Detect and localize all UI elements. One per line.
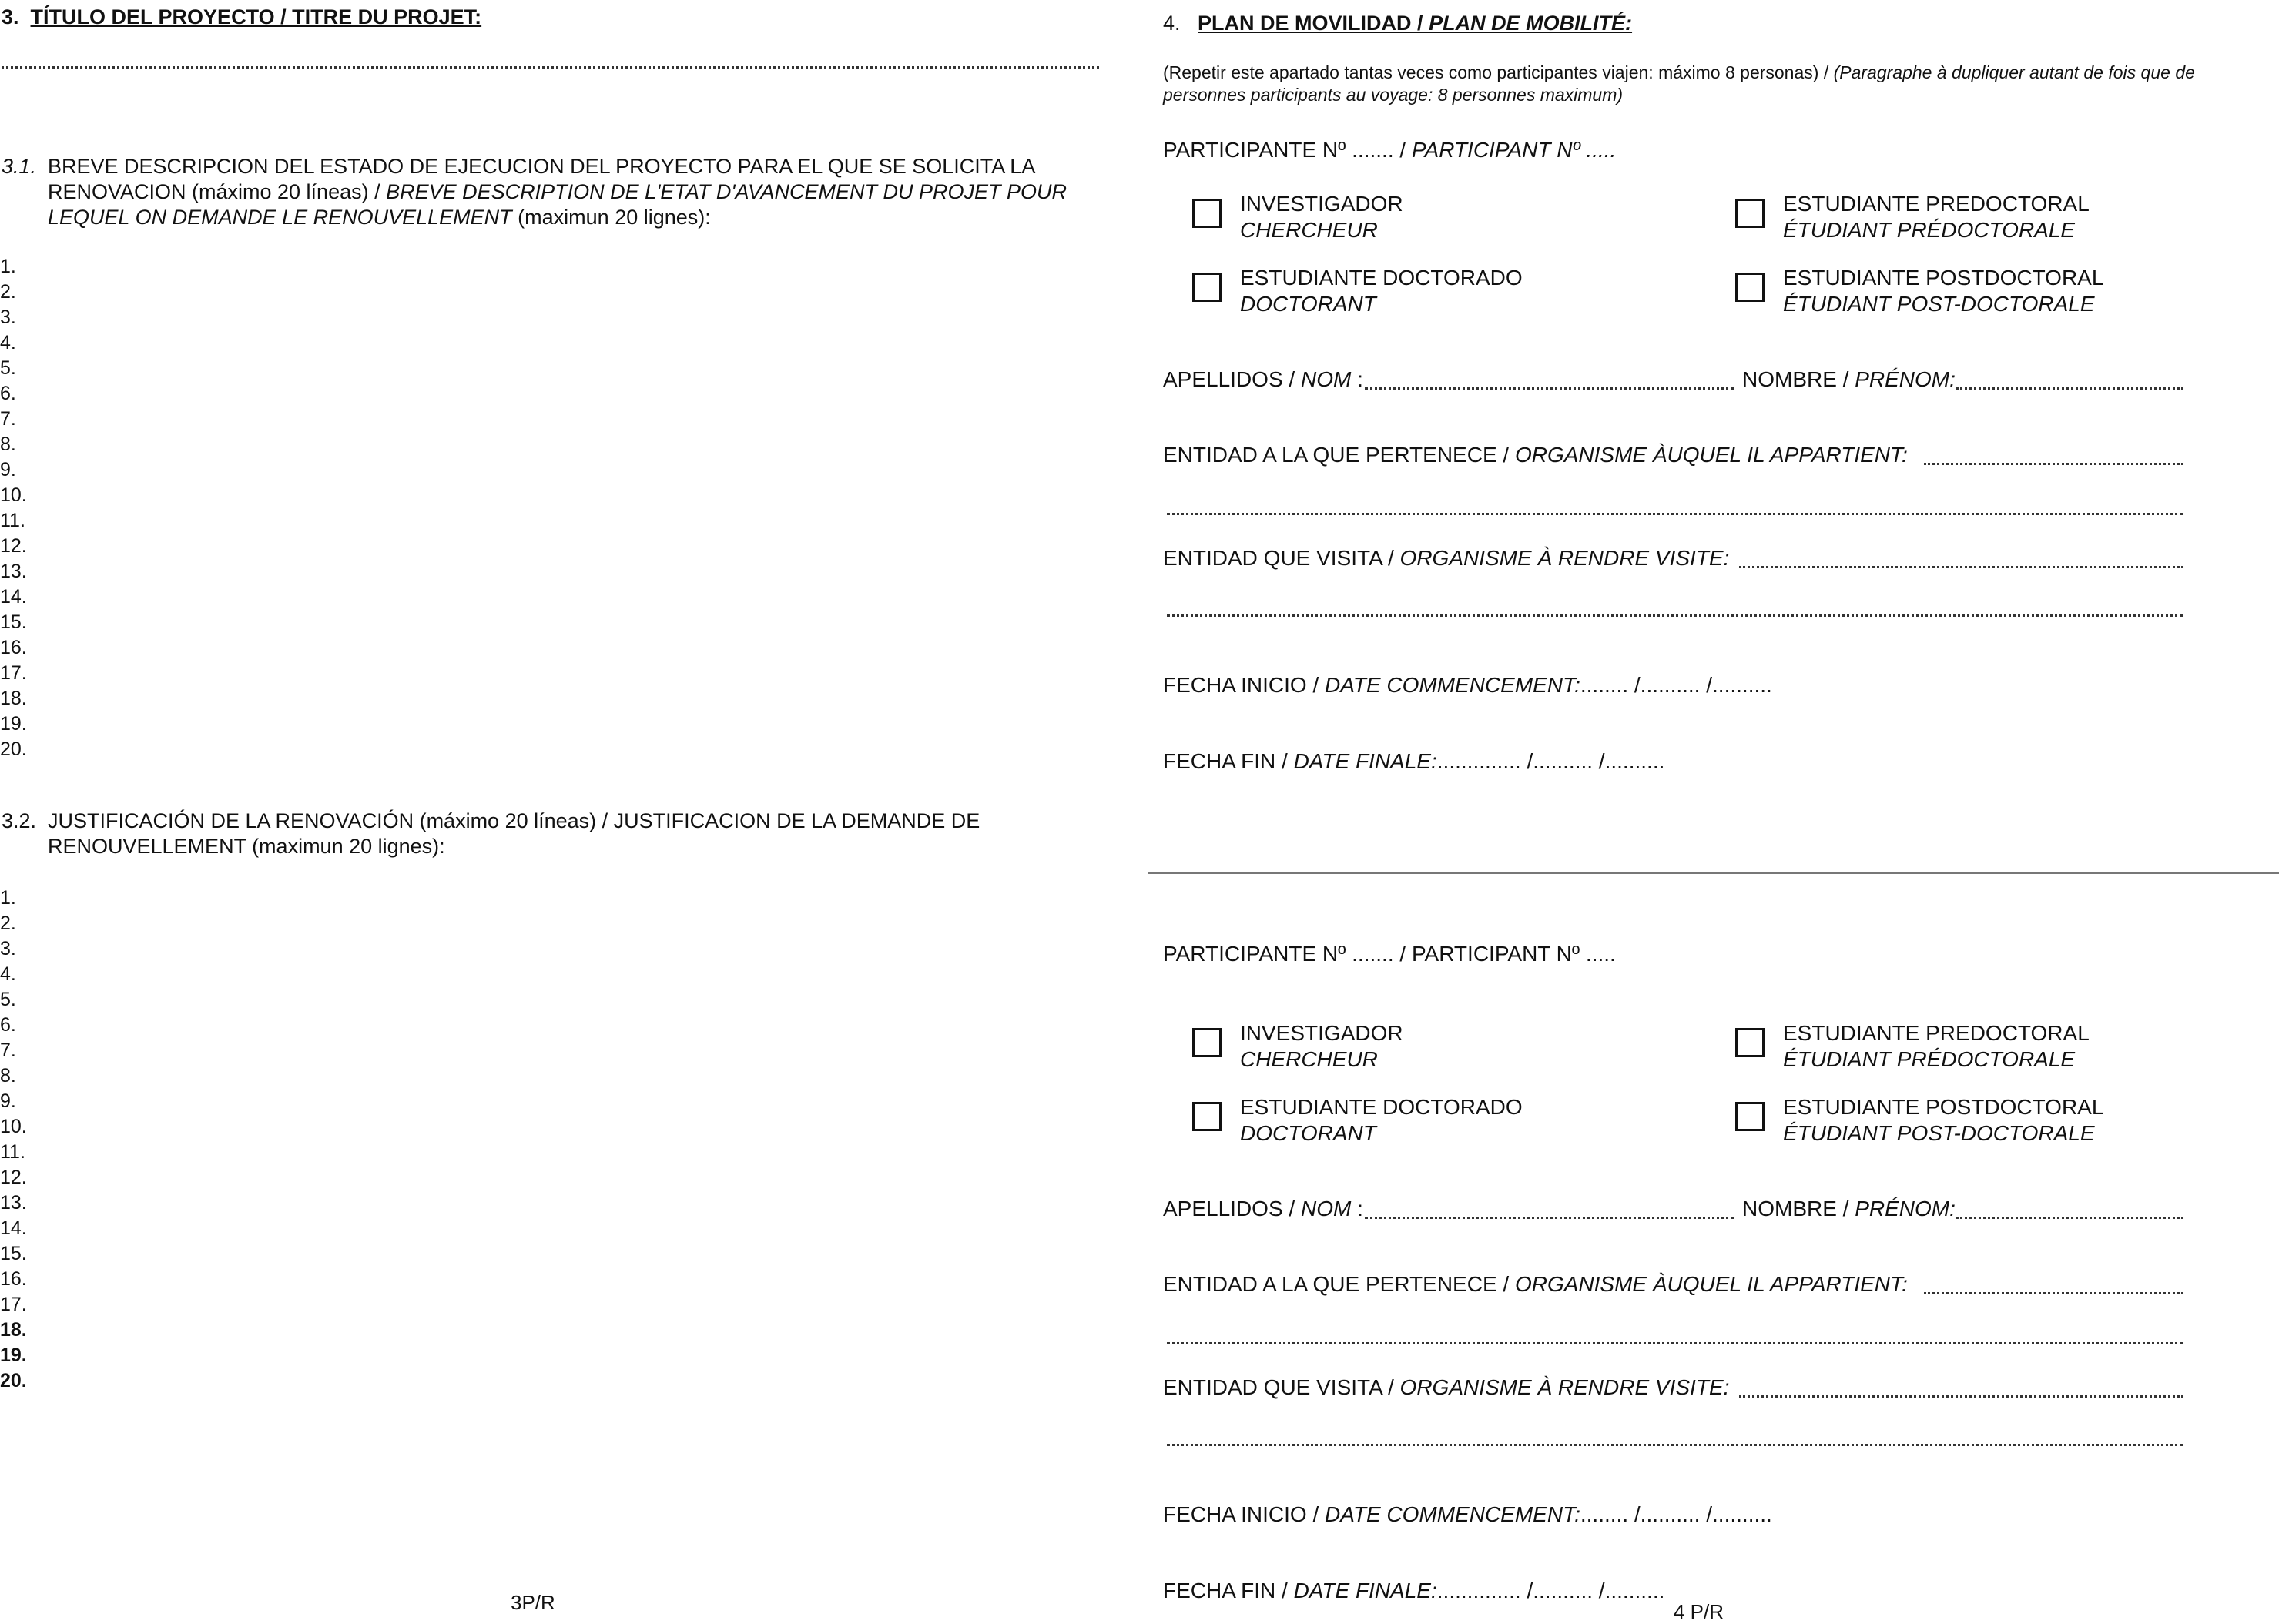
visita-label: ENTIDAD QUE VISITA / ORGANISME À RENDRE VISITE: bbox=[1163, 1375, 1730, 1399]
section-4-number: 4. bbox=[1163, 12, 1181, 35]
entidad-field-continued[interactable] bbox=[1167, 1342, 2183, 1344]
checkbox-predoctoral[interactable] bbox=[1735, 199, 1765, 228]
line-number: 13. bbox=[0, 1192, 27, 1214]
visita-field-continued[interactable] bbox=[1167, 1444, 2183, 1446]
option-investigador: INVESTIGADOR CHERCHEUR bbox=[1240, 1021, 1403, 1071]
checkbox-investigador[interactable] bbox=[1192, 1028, 1222, 1057]
line-number: 2. bbox=[0, 912, 16, 934]
option-postdoctoral: ESTUDIANTE POSTDOCTORAL ÉTUDIANT POST-DOCTORALE bbox=[1783, 266, 2104, 316]
option-postdoctoral: ESTUDIANTE POSTDOCTORAL ÉTUDIANT POST-DOCTORALE bbox=[1783, 1095, 2104, 1145]
line-number: 12. bbox=[0, 535, 27, 557]
line-number: 4. bbox=[0, 963, 16, 985]
nombre-label: NOMBRE / PRÉNOM: bbox=[1742, 1197, 1956, 1221]
line-number: 7. bbox=[0, 1040, 16, 1061]
line-number: 5. bbox=[0, 989, 16, 1010]
line-number: 6. bbox=[0, 383, 16, 404]
line-number: 10. bbox=[0, 484, 27, 506]
fecha-inicio-label: FECHA INICIO / DATE COMMENCEMENT:........ /.......... /.......... bbox=[1163, 1502, 1772, 1526]
line-number: 12. bbox=[0, 1167, 27, 1188]
nombre-field[interactable] bbox=[1956, 387, 2183, 390]
apellidos-field[interactable] bbox=[1365, 1217, 1734, 1219]
section-3-1-line1: BREVE DESCRIPCION DEL ESTADO DE EJECUCION DEL PROYECTO PARA EL QUE SE SOLICITA LA bbox=[48, 155, 1036, 178]
fecha-fin-label: FECHA FIN / DATE FINALE:.............. /.......... /.......... bbox=[1163, 1579, 1665, 1602]
entidad-label: ENTIDAD A LA QUE PERTENECE / ORGANISME ÀUQUEL IL APPARTIENT: bbox=[1163, 443, 1908, 467]
fecha-fin-label: FECHA FIN / DATE FINALE:.............. /.......... /.......... bbox=[1163, 749, 1665, 773]
line-number: 15. bbox=[0, 611, 27, 633]
line-number: 4. bbox=[0, 332, 16, 353]
option-predoctoral: ESTUDIANTE PREDOCTORAL ÉTUDIANT PRÉDOCTORALE bbox=[1783, 192, 2090, 242]
entidad-label: ENTIDAD A LA QUE PERTENECE / ORGANISME ÀUQUEL IL APPARTIENT: bbox=[1163, 1272, 1908, 1296]
checkbox-doctorado[interactable] bbox=[1192, 273, 1222, 302]
line-number: 3. bbox=[0, 938, 16, 959]
page-number-left: 3P/R bbox=[511, 1591, 555, 1614]
nombre-label: NOMBRE / PRÉNOM: bbox=[1742, 367, 1956, 391]
section-3-2-line2: RENOUVELLEMENT (maximun 20 lignes): bbox=[48, 835, 445, 858]
participant-divider bbox=[1148, 872, 2279, 874]
option-predoctoral: ESTUDIANTE PREDOCTORAL ÉTUDIANT PRÉDOCTORALE bbox=[1783, 1021, 2090, 1071]
line-number: 16. bbox=[0, 1268, 27, 1290]
nombre-field[interactable] bbox=[1956, 1217, 2183, 1219]
line-number: 15. bbox=[0, 1243, 27, 1264]
apellidos-label: APELLIDOS / NOM : bbox=[1163, 367, 1363, 391]
line-number: 6. bbox=[0, 1014, 16, 1036]
section-3-2-line1: JUSTIFICACIÓN DE LA RENOVACIÓN (máximo 20 líneas) / JUSTIFICACION DE LA DEMANDE DE bbox=[48, 809, 980, 832]
page-number-right: 4 P/R bbox=[1674, 1600, 1724, 1623]
apellidos-label: APELLIDOS / NOM : bbox=[1163, 1197, 1363, 1221]
participant-number-label: PARTICIPANTE Nº ....... / PARTICIPANT Nº ..... bbox=[1163, 942, 1616, 966]
fecha-inicio-label: FECHA INICIO / DATE COMMENCEMENT:........ /.......... /.......... bbox=[1163, 673, 1772, 697]
section-3-number: 3. bbox=[2, 5, 19, 28]
checkbox-doctorado[interactable] bbox=[1192, 1102, 1222, 1131]
option-investigador: INVESTIGADOR CHERCHEUR bbox=[1240, 192, 1403, 242]
line-number: 20. bbox=[0, 1370, 27, 1391]
line-number: 17. bbox=[0, 662, 27, 684]
project-title-field[interactable] bbox=[2, 66, 1099, 69]
repeat-note: (Repetir este apartado tantas veces como participantes viajen: máximo 8 personas) / (Paragraphe à dupliquer autant de fois que de personnes participants au voyage: 8 personnes maximum) bbox=[1163, 62, 2195, 105]
section-3-heading bbox=[2, 5, 481, 29]
checkbox-investigador[interactable] bbox=[1192, 199, 1222, 228]
option-doctorado: ESTUDIANTE DOCTORADO DOCTORANT bbox=[1240, 266, 1523, 316]
line-number: 16. bbox=[0, 637, 27, 658]
visita-field-continued[interactable] bbox=[1167, 614, 2183, 617]
checkbox-postdoctoral[interactable] bbox=[1735, 273, 1765, 302]
line-number: 8. bbox=[0, 434, 16, 455]
line-number: 14. bbox=[0, 1217, 27, 1239]
section-3-1-line2: RENOVACION (máximo 20 líneas) / BREVE DESCRIPTION DE L'ETAT D'AVANCEMENT DU PROJET POUR bbox=[48, 180, 1067, 203]
section-3-title: TÍTULO DEL PROYECTO / TITRE DU PROJET: bbox=[30, 5, 482, 28]
line-number: 13. bbox=[0, 561, 27, 582]
description-line-numbers bbox=[0, 254, 62, 762]
justification-line-numbers bbox=[0, 886, 62, 1394]
line-number: 11. bbox=[0, 1141, 25, 1163]
line-number: 2. bbox=[0, 281, 16, 303]
visita-field[interactable] bbox=[1739, 566, 2183, 568]
entidad-field[interactable] bbox=[1924, 463, 2183, 465]
entidad-field-continued[interactable] bbox=[1167, 513, 2183, 515]
checkbox-predoctoral[interactable] bbox=[1735, 1028, 1765, 1057]
line-number: 9. bbox=[0, 1090, 16, 1112]
entidad-field[interactable] bbox=[1924, 1292, 2183, 1294]
line-number: 10. bbox=[0, 1116, 27, 1137]
line-number: 19. bbox=[0, 713, 27, 735]
line-number: 18. bbox=[0, 688, 27, 709]
line-number: 11. bbox=[0, 510, 25, 531]
section-3-1-number: 3.1. bbox=[2, 155, 37, 178]
line-number: 8. bbox=[0, 1065, 16, 1087]
line-number: 1. bbox=[0, 256, 16, 277]
checkbox-postdoctoral[interactable] bbox=[1735, 1102, 1765, 1131]
line-number: 7. bbox=[0, 408, 16, 430]
line-number: 14. bbox=[0, 586, 27, 608]
apellidos-field[interactable] bbox=[1365, 387, 1734, 390]
participant-number-label: PARTICIPANTE Nº ....... / PARTICIPANT Nº ..... bbox=[1163, 138, 1617, 162]
section-4-title: PLAN DE MOVILIDAD / PLAN DE MOBILITÉ: bbox=[1198, 12, 1633, 35]
visita-label: ENTIDAD QUE VISITA / ORGANISME À RENDRE VISITE: bbox=[1163, 546, 1730, 570]
section-4-heading bbox=[1163, 11, 1632, 35]
line-number: 3. bbox=[0, 306, 16, 328]
line-number: 1. bbox=[0, 887, 16, 909]
section-3-1-line3: LEQUEL ON DEMANDE LE RENOUVELLEMENT (maximun 20 lignes): bbox=[48, 206, 711, 229]
line-number: 9. bbox=[0, 459, 16, 481]
line-number: 5. bbox=[0, 357, 16, 379]
section-3-2-number: 3.2. bbox=[2, 809, 37, 832]
option-doctorado: ESTUDIANTE DOCTORADO DOCTORANT bbox=[1240, 1095, 1523, 1145]
line-number: 17. bbox=[0, 1294, 27, 1315]
line-number: 18. bbox=[0, 1319, 27, 1341]
visita-field[interactable] bbox=[1739, 1395, 2183, 1398]
line-number: 19. bbox=[0, 1344, 27, 1366]
line-number: 20. bbox=[0, 738, 27, 760]
